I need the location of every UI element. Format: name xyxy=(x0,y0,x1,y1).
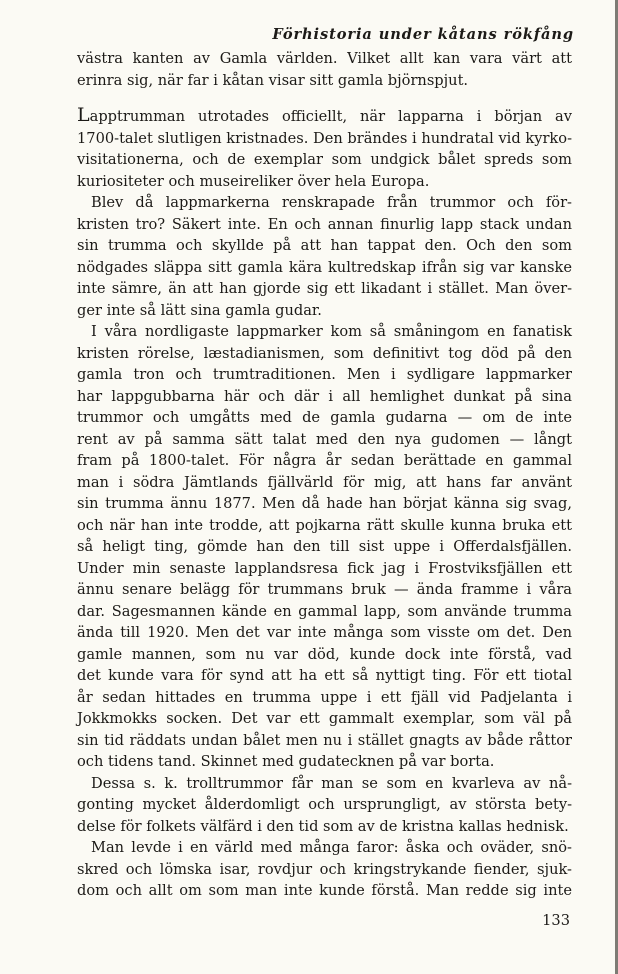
text-line: dom och allt om som man inte kunde förstå. Man redde sig inte xyxy=(77,882,572,899)
text-line: trummor och umgåtts med de gamla gudarna — om de inte xyxy=(77,409,572,426)
text-line: skred och lömska isar, rovdjur och kringstrykande fiender, sjuk- xyxy=(77,860,572,878)
text-line: gamla tron och trumtraditionen. Men i sydligare lappmarker xyxy=(77,366,572,383)
text-line: Under min senaste lapplandsresa fick jag i Frostviksfjällen ett xyxy=(77,559,572,577)
text-line: sin trumma och skyllde på att han tappat den. Och den som xyxy=(77,237,572,254)
text-line-rest: apptrumman utrotades officiellt, när lapparna i början av xyxy=(89,108,572,125)
text-line: och tidens tand. Skinnet med gudatecknen på var borta. xyxy=(77,753,495,770)
text-line: erinra sig, när far i kåtan visar sitt gamla björnspjut. xyxy=(77,71,469,89)
text-line: västra kanten av Gamla världen. Vilket allt kan vara värt att xyxy=(77,50,572,67)
text-line: och när han inte trodde, att pojkarna rätt skulle kunna bruka ett xyxy=(77,516,572,534)
text-line: Man levde i en värld med många faror: åska och oväder, snö- xyxy=(91,839,572,856)
text-line: har lappgubbarna här och där i all hemlighet dunkat på sina xyxy=(77,387,572,405)
text-line: 1700-talet slutligen kristnades. Den brändes i hundratal vid kyrko- xyxy=(77,129,572,147)
section-opening-line xyxy=(77,106,572,128)
text-line: kristen rörelse, læstadianismen, som definitivt tog död på den xyxy=(77,344,572,362)
text-line: Blev då lappmarkerna renskrapade från trummor och för- xyxy=(91,194,572,211)
text-line: Jokkmokks socken. Det var ett gammalt exemplar, som väl på xyxy=(77,710,572,727)
text-line: visitationerna, och de exemplar som undgick bålet spreds som xyxy=(77,151,572,168)
text-line: gonting mycket ålderdomligt och ursprungligt, av största bety- xyxy=(77,796,572,813)
body-text xyxy=(77,48,572,902)
page-number: 133 xyxy=(542,912,570,929)
text-line: dar. Sagesmannen kände en gammal lapp, som använde trumma xyxy=(77,602,572,620)
text-line: så heligt ting, gömde han den till sist uppe i Offerdalsfjällen. xyxy=(77,538,572,555)
text-line: I våra nordligaste lappmarker kom så småningom en fanatisk xyxy=(91,323,572,340)
text-line: sin tid räddats undan bålet men nu i stället gnagts av både råttor xyxy=(77,731,572,749)
text-line: rent av på samma sätt talat med den nya gudomen — långt xyxy=(77,430,572,448)
text-line: år sedan hittades en trumma uppe i ett fjäll vid Padjelanta i xyxy=(77,688,572,706)
initial-letter: L xyxy=(77,104,90,126)
section-break xyxy=(77,91,572,106)
text-line: man i södra Jämtlands fjällvärld för mig, att hans far använt xyxy=(77,473,572,491)
text-line: gamle mannen, som nu var död, kunde dock inte förstå, vad xyxy=(77,645,572,663)
text-line: ända till 1920. Men det var inte många som visste om det. Den xyxy=(77,624,572,641)
text-line: ger inte så lätt sina gamla gudar. xyxy=(77,301,322,319)
text-line: ännu senare belägg för trummans bruk — ända framme i våra xyxy=(77,581,572,598)
text-line: delse för folkets välfärd i den tid som av de kristna kallas hednisk. xyxy=(77,817,569,835)
text-line: fram på 1800-talet. För några år sedan berättade en gammal xyxy=(77,452,572,469)
text-line: Dessa s. k. trolltrummor får man se som en kvarleva av nå- xyxy=(91,774,572,792)
text-line: inte sämre, än att han gjorde sig ett likadant i stället. Man över- xyxy=(77,280,572,297)
running-head: Förhistoria under kåtans rökfång xyxy=(272,26,574,43)
text-line: det kunde vara för synd att ha ett så nyttigt ting. För ett tiotal xyxy=(77,667,572,684)
text-line: kristen tro? Säkert inte. En och annan finurlig lapp stack undan xyxy=(77,215,572,233)
text-line: kuriositeter och museireliker över hela Europa. xyxy=(77,172,430,190)
text-line: sin trumma ännu 1877. Men då hade han börjat känna sig svag, xyxy=(77,495,572,512)
text-line: nödgades släppa sitt gamla kära kultredskap ifrån sig var kanske xyxy=(77,258,572,276)
